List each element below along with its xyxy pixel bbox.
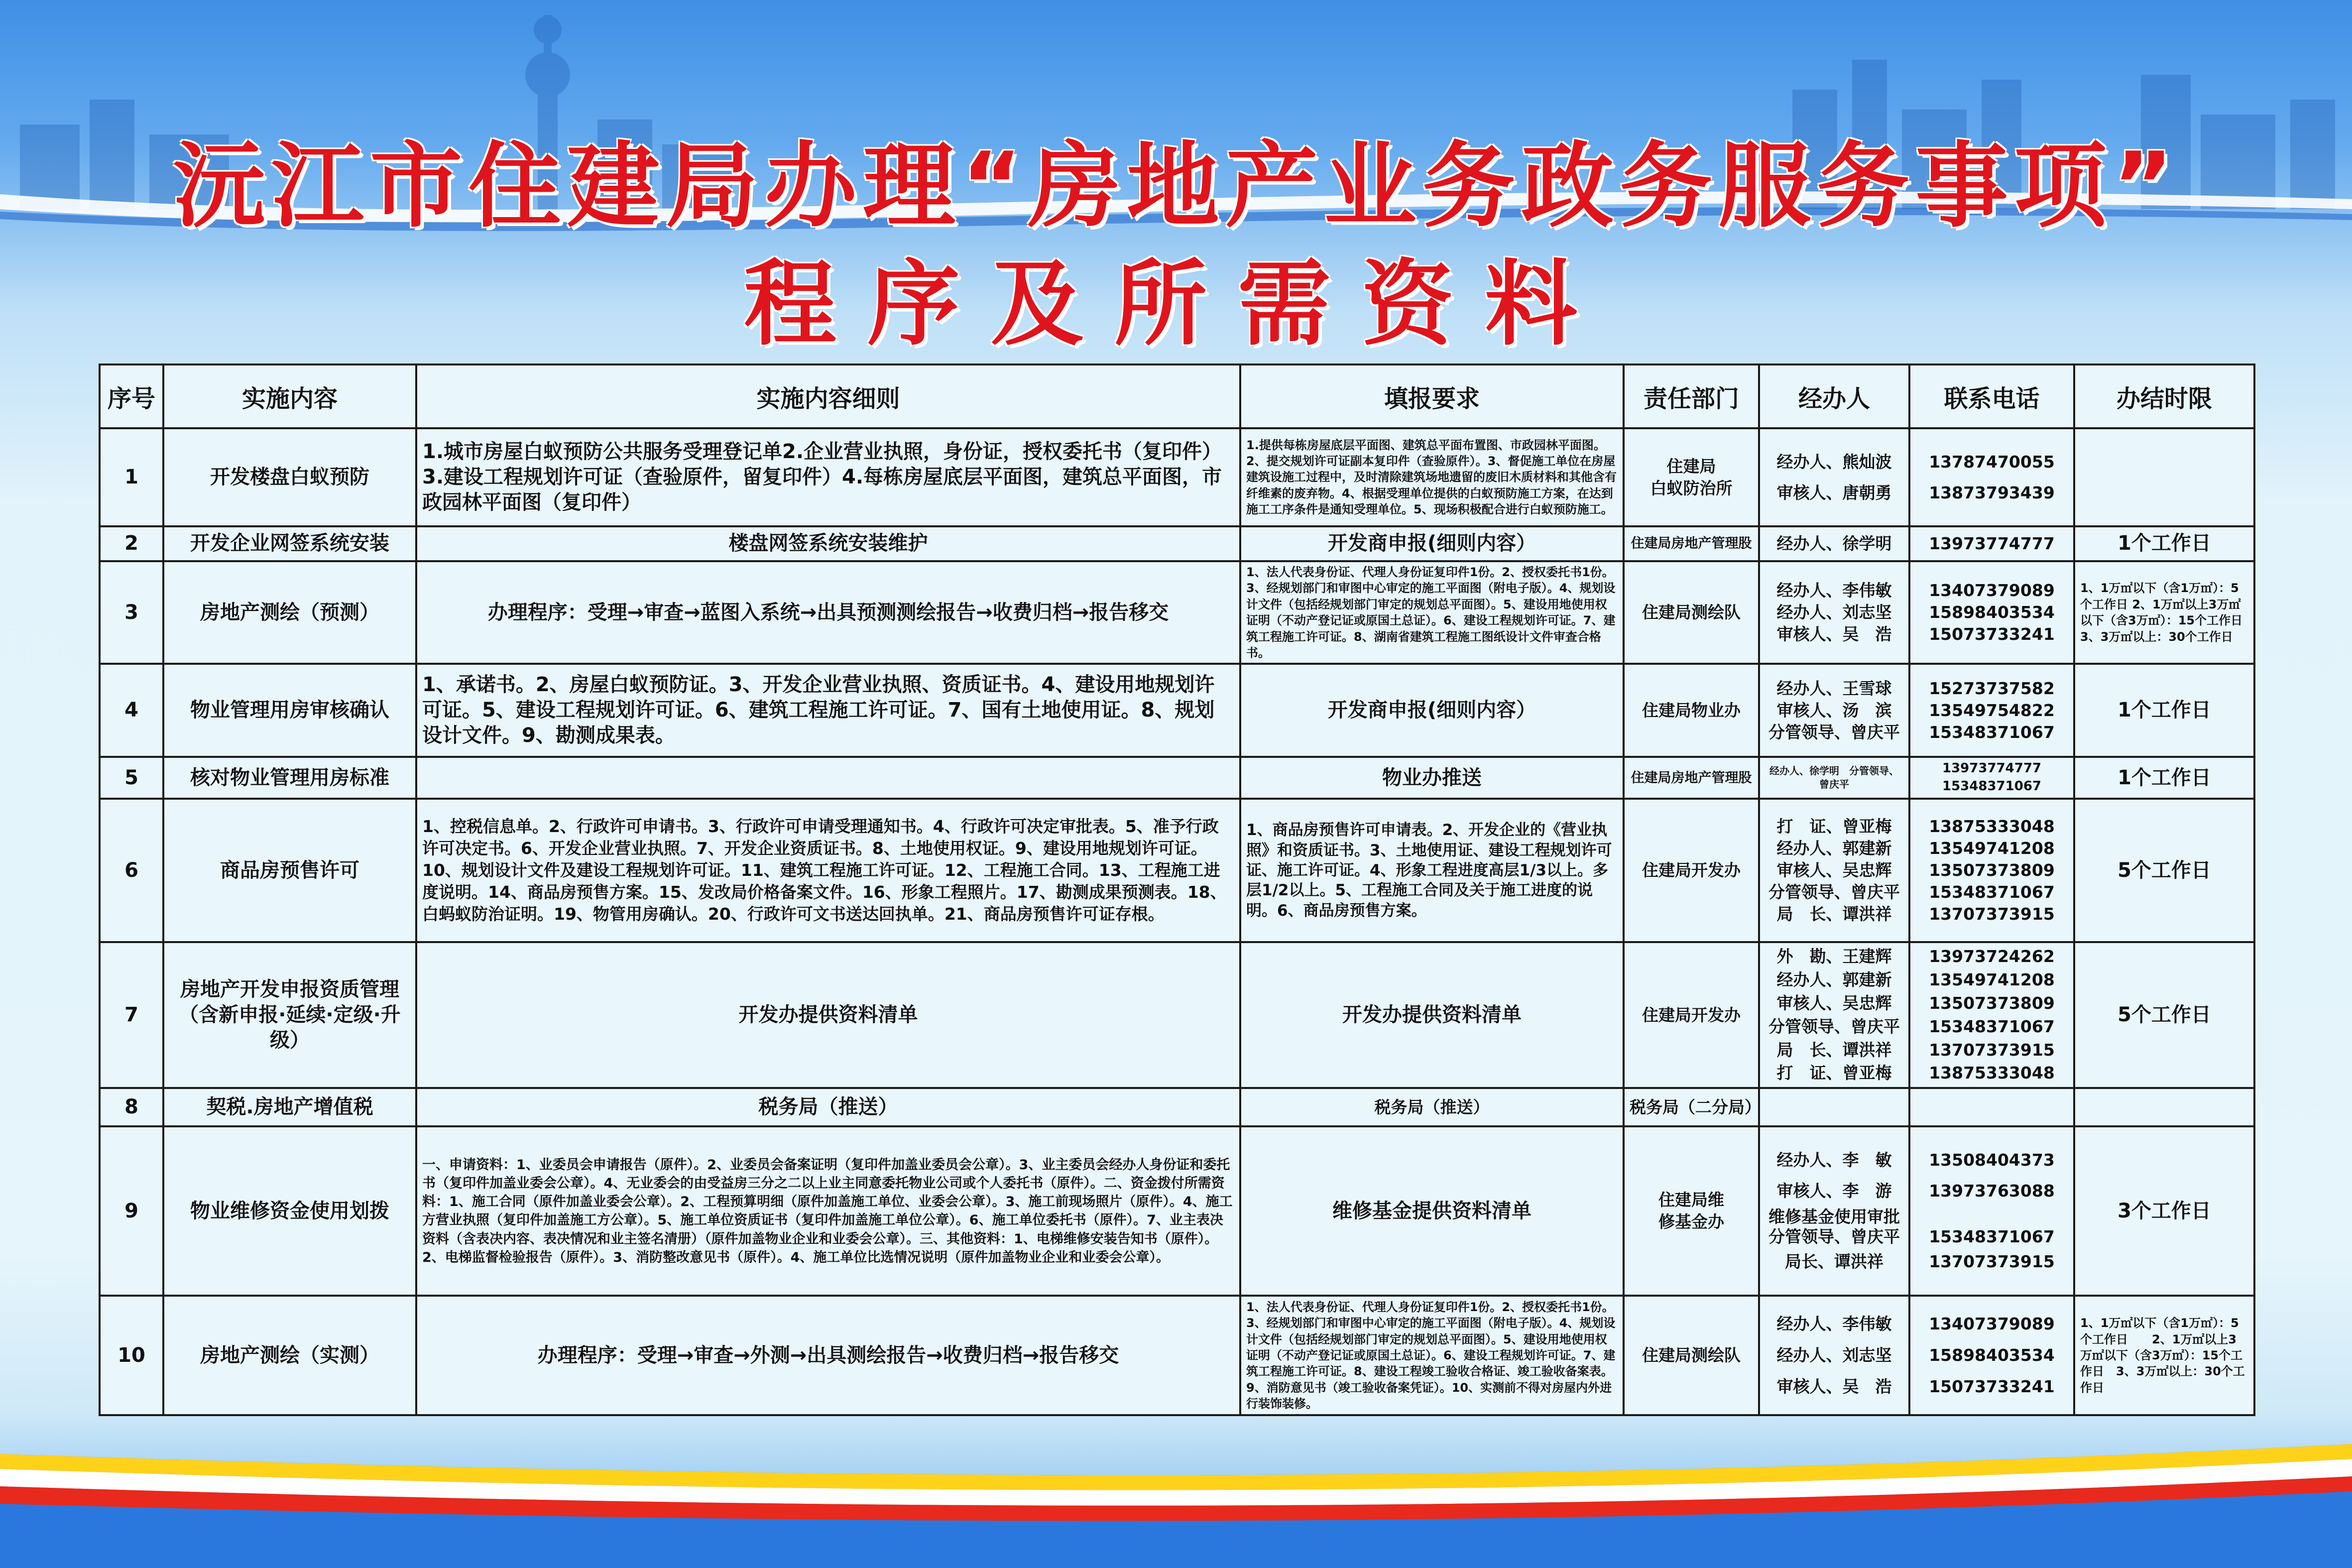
row-number: 10 <box>100 1296 163 1415</box>
row-number: 9 <box>100 1126 163 1296</box>
time-limit: 1个工作日 <box>2074 664 2254 757</box>
staff-line: 审核人、吴 浩 <box>1776 624 1892 644</box>
phone-line: 13407379089 <box>1929 1314 2055 1334</box>
time-limit: 1、1万㎡以下（含1万㎡）：5个工作日 2、1万㎡以上3万㎡以下（含3万㎡）：15个工作日 3、3万㎡以上：30个工作日 <box>2074 1296 2254 1415</box>
item-name: 房地产测绘（预测） <box>163 561 416 664</box>
item-detail: 1.城市房屋白蚁预防公共服务受理登记单2.企业营业执照，身份证，授权委托书（复印件）3.建设工程规划许可证（查验原件，留复印件）4.每栋房屋底层平面图，建筑总平面图，市政园林平面图（复印件） <box>416 428 1240 526</box>
row-number: 5 <box>100 757 163 799</box>
staff-line: 打 证、曾亚梅 <box>1776 1063 1892 1083</box>
table-row <box>100 1126 2254 1296</box>
staff-line: 局长、谭洪祥 <box>1785 1252 1883 1272</box>
staff-line: 局 长、谭洪祥 <box>1776 1040 1892 1060</box>
header-cell: 经办人 <box>1759 364 1909 428</box>
row-number: 6 <box>100 799 163 942</box>
phone-cell <box>1909 664 2074 757</box>
staff-cell <box>1759 799 1909 942</box>
phone-cell <box>1909 942 2074 1088</box>
staff-cell <box>1759 428 1909 526</box>
header-cell: 联系电话 <box>1909 364 2074 428</box>
item-requirement: 税务局（推送） <box>1240 1088 1624 1126</box>
phone-cell <box>1909 1088 2074 1126</box>
staff-line: 经办人、郭建新 <box>1776 969 1892 989</box>
responsible-dept: 住建局开发办 <box>1624 942 1759 1088</box>
responsible-dept: 住建局房地产管理股 <box>1624 526 1759 561</box>
header-cell: 实施内容细则 <box>416 364 1240 428</box>
phone-line: 15898403534 <box>1929 603 2055 622</box>
item-detail: 一、申请资料：1、业委员会申请报告（原件）。2、业委员会备案证明（复印件加盖业委员会公章）。3、业主委员会经办人身份证和委托书（复印件加盖业委会公章）。4、无业委会的由受益房三分之二以上业主同意委托物业公司或个人委托书（原件）。二、资金拨付所需资料：1、施工合同（原件加盖业委会公章）。2、工程预算明细（原件加盖施工单位、业委会公章）。3、施工前现场照片（原件）。4、施工方营业执照（复印件加盖施工方公章）。5、施工单位资质证书（复印件加盖施工单位公章）。6、施工单位委托书（原件）。7、业主表决资料（含表决内容、表决情况和业主签名清册）（原件加盖物业企业和业委会公章）。三、其他资料：1、电梯维修安装告知书（原件）。2、电梯监督检验报告（原件）。3、消防整改意见书（原件）。4、施工单位比选情况说明（原件加盖物业企业和业委会公章）。 <box>416 1126 1240 1296</box>
phone-line: 13875333048 <box>1929 817 2055 837</box>
row-number: 4 <box>100 664 163 757</box>
item-detail: 1、控税信息单。2、行政许可申请书。3、行政许可申请受理通知书。4、行政许可决定审批表。5、准予行政许可决定书。6、开发企业营业执照。7、开发企业资质证书。8、土地使用权证。9、建设用地规划许可证。10、规划设计文件及建设工程规划许可证。11、建筑工程施工许可证。12、工程施工合同。13、工程施工进度说明。14、商品房预售方案。15、发改局价格备案文件。16、形象工程照片。17、勘测成果预测表。18、白蚂蚁防治证明。19、物管用房确认。20、行政许可文书送达回执单。21、商品房预售许可证存根。 <box>416 799 1240 942</box>
staff-cell <box>1759 942 1909 1088</box>
staff-line: 经办人、李 敏 <box>1776 1150 1892 1170</box>
phone-cell <box>1909 1296 2074 1415</box>
phone-line: 15348371067 <box>1929 1016 2055 1036</box>
responsible-dept <box>1624 428 1759 526</box>
dept-line: 修基金办 <box>1658 1212 1724 1232</box>
staff-line: 审核人、吴 浩 <box>1776 1376 1892 1396</box>
item-requirement: 1、法人代表身份证、代理人身份证复印件1份。2、授权委托书1份。3、经规划部门和审图中心审定的施工平面图（附电子版）。4、规划设计文件（包括经规划部门审定的规划总平面图）。5、建设用地使用权证明（不动产登记证或原国土总证）。6、建设工程规划许可证。7、建筑工程施工许可证。8、湖南省建筑工程施工图纸设计文件审查合格书。 <box>1240 561 1624 664</box>
dept-line: 住建局 <box>1666 456 1716 476</box>
phone-line: 13875333048 <box>1929 1063 2055 1083</box>
item-requirement: 开发商申报(细则内容） <box>1240 526 1624 561</box>
table-row <box>100 1296 2254 1415</box>
item-detail: 开发办提供资料清单 <box>416 942 1240 1088</box>
row-number: 7 <box>100 942 163 1088</box>
item-requirement: 开发办提供资料清单 <box>1240 942 1624 1088</box>
item-detail: 税务局（推送） <box>416 1088 1240 1126</box>
dept-line: 白蚁防治所 <box>1650 478 1733 498</box>
phone-line: 13508404373 <box>1929 1150 2055 1170</box>
staff-line: 打 证、曾亚梅 <box>1776 817 1892 837</box>
time-limit: 3个工作日 <box>2074 1126 2254 1296</box>
item-requirement: 1.提供每栋房屋底层平面图、建筑总平面布置图、市政园林平面图。2、提交规划许可证副本复印件（查验原件）。3、督促施工单位在房屋建筑设施工过程中，及时清除建筑场地遗留的废旧木质材料和其他含有纤维素的废弃物。4、根据受理单位提供的白蚁预防施工方案，在达到施工工序条件是通知受理单位。5、现场积极配合进行白蚁预防施工。 <box>1240 428 1624 526</box>
table-header-row <box>100 364 2254 428</box>
item-requirement: 维修基金提供资料清单 <box>1240 1126 1624 1296</box>
staff-cell: 经办人、徐学明 分管领导、曾庆平 <box>1759 757 1909 799</box>
staff-cell <box>1759 1088 1909 1126</box>
phone-line: 13787470055 <box>1929 452 2055 472</box>
time-limit: 1、1万㎡以下（含1万㎡）：5个工作日 2、1万㎡以上3万㎡以下（含3万㎡）：15个工作日3、3万㎡以上：30个工作日 <box>2074 561 2254 664</box>
item-name: 开发企业网签系统安装 <box>163 526 416 561</box>
phone-cell <box>1909 799 2074 942</box>
row-number: 1 <box>100 428 163 526</box>
staff-line: 外 勘、王建辉 <box>1776 947 1892 966</box>
staff-line: 分管领导、曾庆平 <box>1768 1226 1900 1246</box>
item-requirement: 1、商品房预售许可申请表。2、开发企业的《营业执照》和资质证书。3、土地使用证、建设工程规划许可证、施工许可证。4、形象工程进度高层1/3以上。多层1/2以上。5、工程施工合同及关于施工进度的说明。6、商品房预售方案。 <box>1240 799 1624 942</box>
staff-line: 审核人、唐朝勇 <box>1776 482 1892 502</box>
responsible-dept: 住建局房地产管理股 <box>1624 757 1759 799</box>
table-row <box>100 664 2254 757</box>
staff-line: 审核人、汤 滨 <box>1776 700 1892 720</box>
poster-title-line2: 程序及所需资料 <box>743 250 1608 358</box>
responsible-dept: 住建局测绘队 <box>1624 561 1759 664</box>
service-items-table <box>99 363 2255 1416</box>
staff-cell <box>1759 1296 1909 1415</box>
header-cell: 办结时限 <box>2074 364 2254 428</box>
item-name: 物业管理用房审核确认 <box>163 664 416 757</box>
header-cell: 序号 <box>100 364 163 428</box>
time-limit: 5个工作日 <box>2074 942 2254 1088</box>
bottom-decorative-swoosh <box>0 1434 2352 1568</box>
staff-line: 分管领导、曾庆平 <box>1768 1016 1900 1036</box>
row-number: 3 <box>100 561 163 664</box>
staff-line: 审核人、吴忠辉 <box>1776 860 1892 880</box>
staff-line: 审核人、李 游 <box>1776 1181 1892 1201</box>
responsible-dept: 住建局开发办 <box>1624 799 1759 942</box>
phone-line <box>1915 1207 2068 1227</box>
phone-cell: 13973774777 <box>1909 526 2074 561</box>
staff-cell <box>1759 1126 1909 1296</box>
phone-line: 15898403534 <box>1929 1345 2055 1365</box>
phone-line: 13549741208 <box>1929 839 2055 858</box>
time-limit: 1个工作日 <box>2074 526 2254 561</box>
time-limit <box>2074 1088 2254 1126</box>
time-limit <box>2074 428 2254 526</box>
phone-line: 15348371067 <box>1929 1226 2055 1246</box>
staff-line: 分管领导、曾庆平 <box>1768 722 1900 742</box>
staff-line: 分管领导、曾庆平 <box>1768 882 1900 902</box>
table-row <box>100 561 2254 664</box>
staff-line: 经办人、王雪球 <box>1776 679 1892 699</box>
item-name: 核对物业管理用房标准 <box>163 757 416 799</box>
header-cell: 实施内容 <box>163 364 416 428</box>
staff-cell <box>1759 561 1909 664</box>
staff-line: 审核人、吴忠辉 <box>1776 993 1892 1013</box>
row-number: 8 <box>100 1088 163 1126</box>
table-row <box>100 942 2254 1088</box>
table-row <box>100 526 2254 561</box>
phone-line: 15073733241 <box>1929 624 2055 644</box>
item-requirement: 1、法人代表身份证、代理人身份证复印件1份。2、授权委托书1份。3、经规划部门和审图中心审定的施工平面图（附电子版）。4、规划设计文件（包括经规划部门审定的规划总平面图）。5、建设用地使用权证明（不动产登记证或原国土总证）。6、建设工程规划许可证。7、建筑工程施工许可证。8、建设工程竣工验收合格证、竣工验收备案表。9、消防意见书（竣工验收备案凭证）。10、实测前不得对房屋内外进行装饰装修。 <box>1240 1296 1624 1415</box>
item-detail <box>416 757 1240 799</box>
staff-line: 经办人、郭建新 <box>1776 839 1892 858</box>
staff-line: 局 长、谭洪祥 <box>1776 904 1892 924</box>
phone-line: 13507373809 <box>1929 860 2055 880</box>
item-requirement: 物业办推送 <box>1240 757 1624 799</box>
item-name: 契税.房地产增值税 <box>163 1088 416 1126</box>
phone-line: 13707373915 <box>1929 904 2055 924</box>
phone-line: 13549741208 <box>1929 969 2055 989</box>
staff-line: 经办人、刘志坚 <box>1776 1345 1892 1365</box>
phone-cell <box>1909 561 2074 664</box>
phone-line: 13407379089 <box>1929 581 2055 601</box>
phone-line: 13973724262 <box>1929 947 2055 966</box>
item-detail: 办理程序：受理→审查→外测→出具测绘报告→收费归档→报告移交 <box>416 1296 1240 1415</box>
phone-cell: 13973774777 15348371067 <box>1909 757 2074 799</box>
time-limit: 1个工作日 <box>2074 757 2254 799</box>
row-number: 2 <box>100 526 163 561</box>
phone-cell <box>1909 1126 2074 1296</box>
responsible-dept: 住建局测绘队 <box>1624 1296 1759 1415</box>
phone-line: 13873793439 <box>1929 482 2055 502</box>
table-row <box>100 428 2254 526</box>
item-name: 房地产测绘（实测） <box>163 1296 416 1415</box>
header-cell: 填报要求 <box>1240 364 1624 428</box>
table-row <box>100 799 2254 942</box>
responsible-dept: 税务局（二分局） <box>1624 1088 1759 1126</box>
item-detail: 1、承诺书。2、房屋白蚁预防证。3、开发企业营业执照、资质证书。4、建设用地规划许可证。5、建设工程规划许可证。6、建筑工程施工许可证。7、国有土地使用证。8、规划设计文件。9、勘测成果表。 <box>416 664 1240 757</box>
table-row <box>100 757 2254 799</box>
phone-cell <box>1909 428 2074 526</box>
phone-line: 13973763088 <box>1929 1181 2055 1201</box>
phone-line: 13507373809 <box>1929 993 2055 1013</box>
item-name: 房地产开发申报资质管理（含新申报·延续·定级·升级） <box>163 942 416 1088</box>
phone-line: 15348371067 <box>1929 882 2055 902</box>
staff-cell: 经办人、徐学明 <box>1759 526 1909 561</box>
phone-line: 15073733241 <box>1929 1376 2055 1396</box>
staff-line: 经办人、李伟敏 <box>1776 1314 1892 1334</box>
responsible-dept: 住建局物业办 <box>1624 664 1759 757</box>
table-row <box>100 1088 2254 1126</box>
item-detail: 楼盘网签系统安装维护 <box>416 526 1240 561</box>
item-name: 开发楼盘白蚁预防 <box>163 428 416 526</box>
phone-line: 15348371067 <box>1929 722 2055 742</box>
time-limit: 5个工作日 <box>2074 799 2254 942</box>
staff-cell <box>1759 664 1909 757</box>
responsible-dept <box>1624 1126 1759 1296</box>
phone-line: 13707373915 <box>1929 1040 2055 1060</box>
phone-line: 15273737582 <box>1929 679 2055 699</box>
staff-line: 维修基金使用审批 <box>1768 1207 1900 1226</box>
dept-line: 住建局维 <box>1658 1190 1724 1210</box>
staff-line: 经办人、李伟敏 <box>1776 581 1892 601</box>
phone-line: 13549754822 <box>1929 700 2055 720</box>
poster-title-line1: 沅江市住建局办理“房地产业务政务服务事项” <box>172 132 2180 240</box>
item-requirement: 开发商申报(细则内容） <box>1240 664 1624 757</box>
item-detail: 办理程序：受理→审查→蓝图入系统→出具预测测绘报告→收费归档→报告移交 <box>416 561 1240 664</box>
item-name: 物业维修资金使用划拨 <box>163 1126 416 1296</box>
header-cell: 责任部门 <box>1624 364 1759 428</box>
staff-line: 经办人、熊灿波 <box>1776 452 1892 472</box>
staff-line: 经办人、刘志坚 <box>1776 603 1892 622</box>
phone-line: 13707373915 <box>1929 1252 2055 1272</box>
item-name: 商品房预售许可 <box>163 799 416 942</box>
